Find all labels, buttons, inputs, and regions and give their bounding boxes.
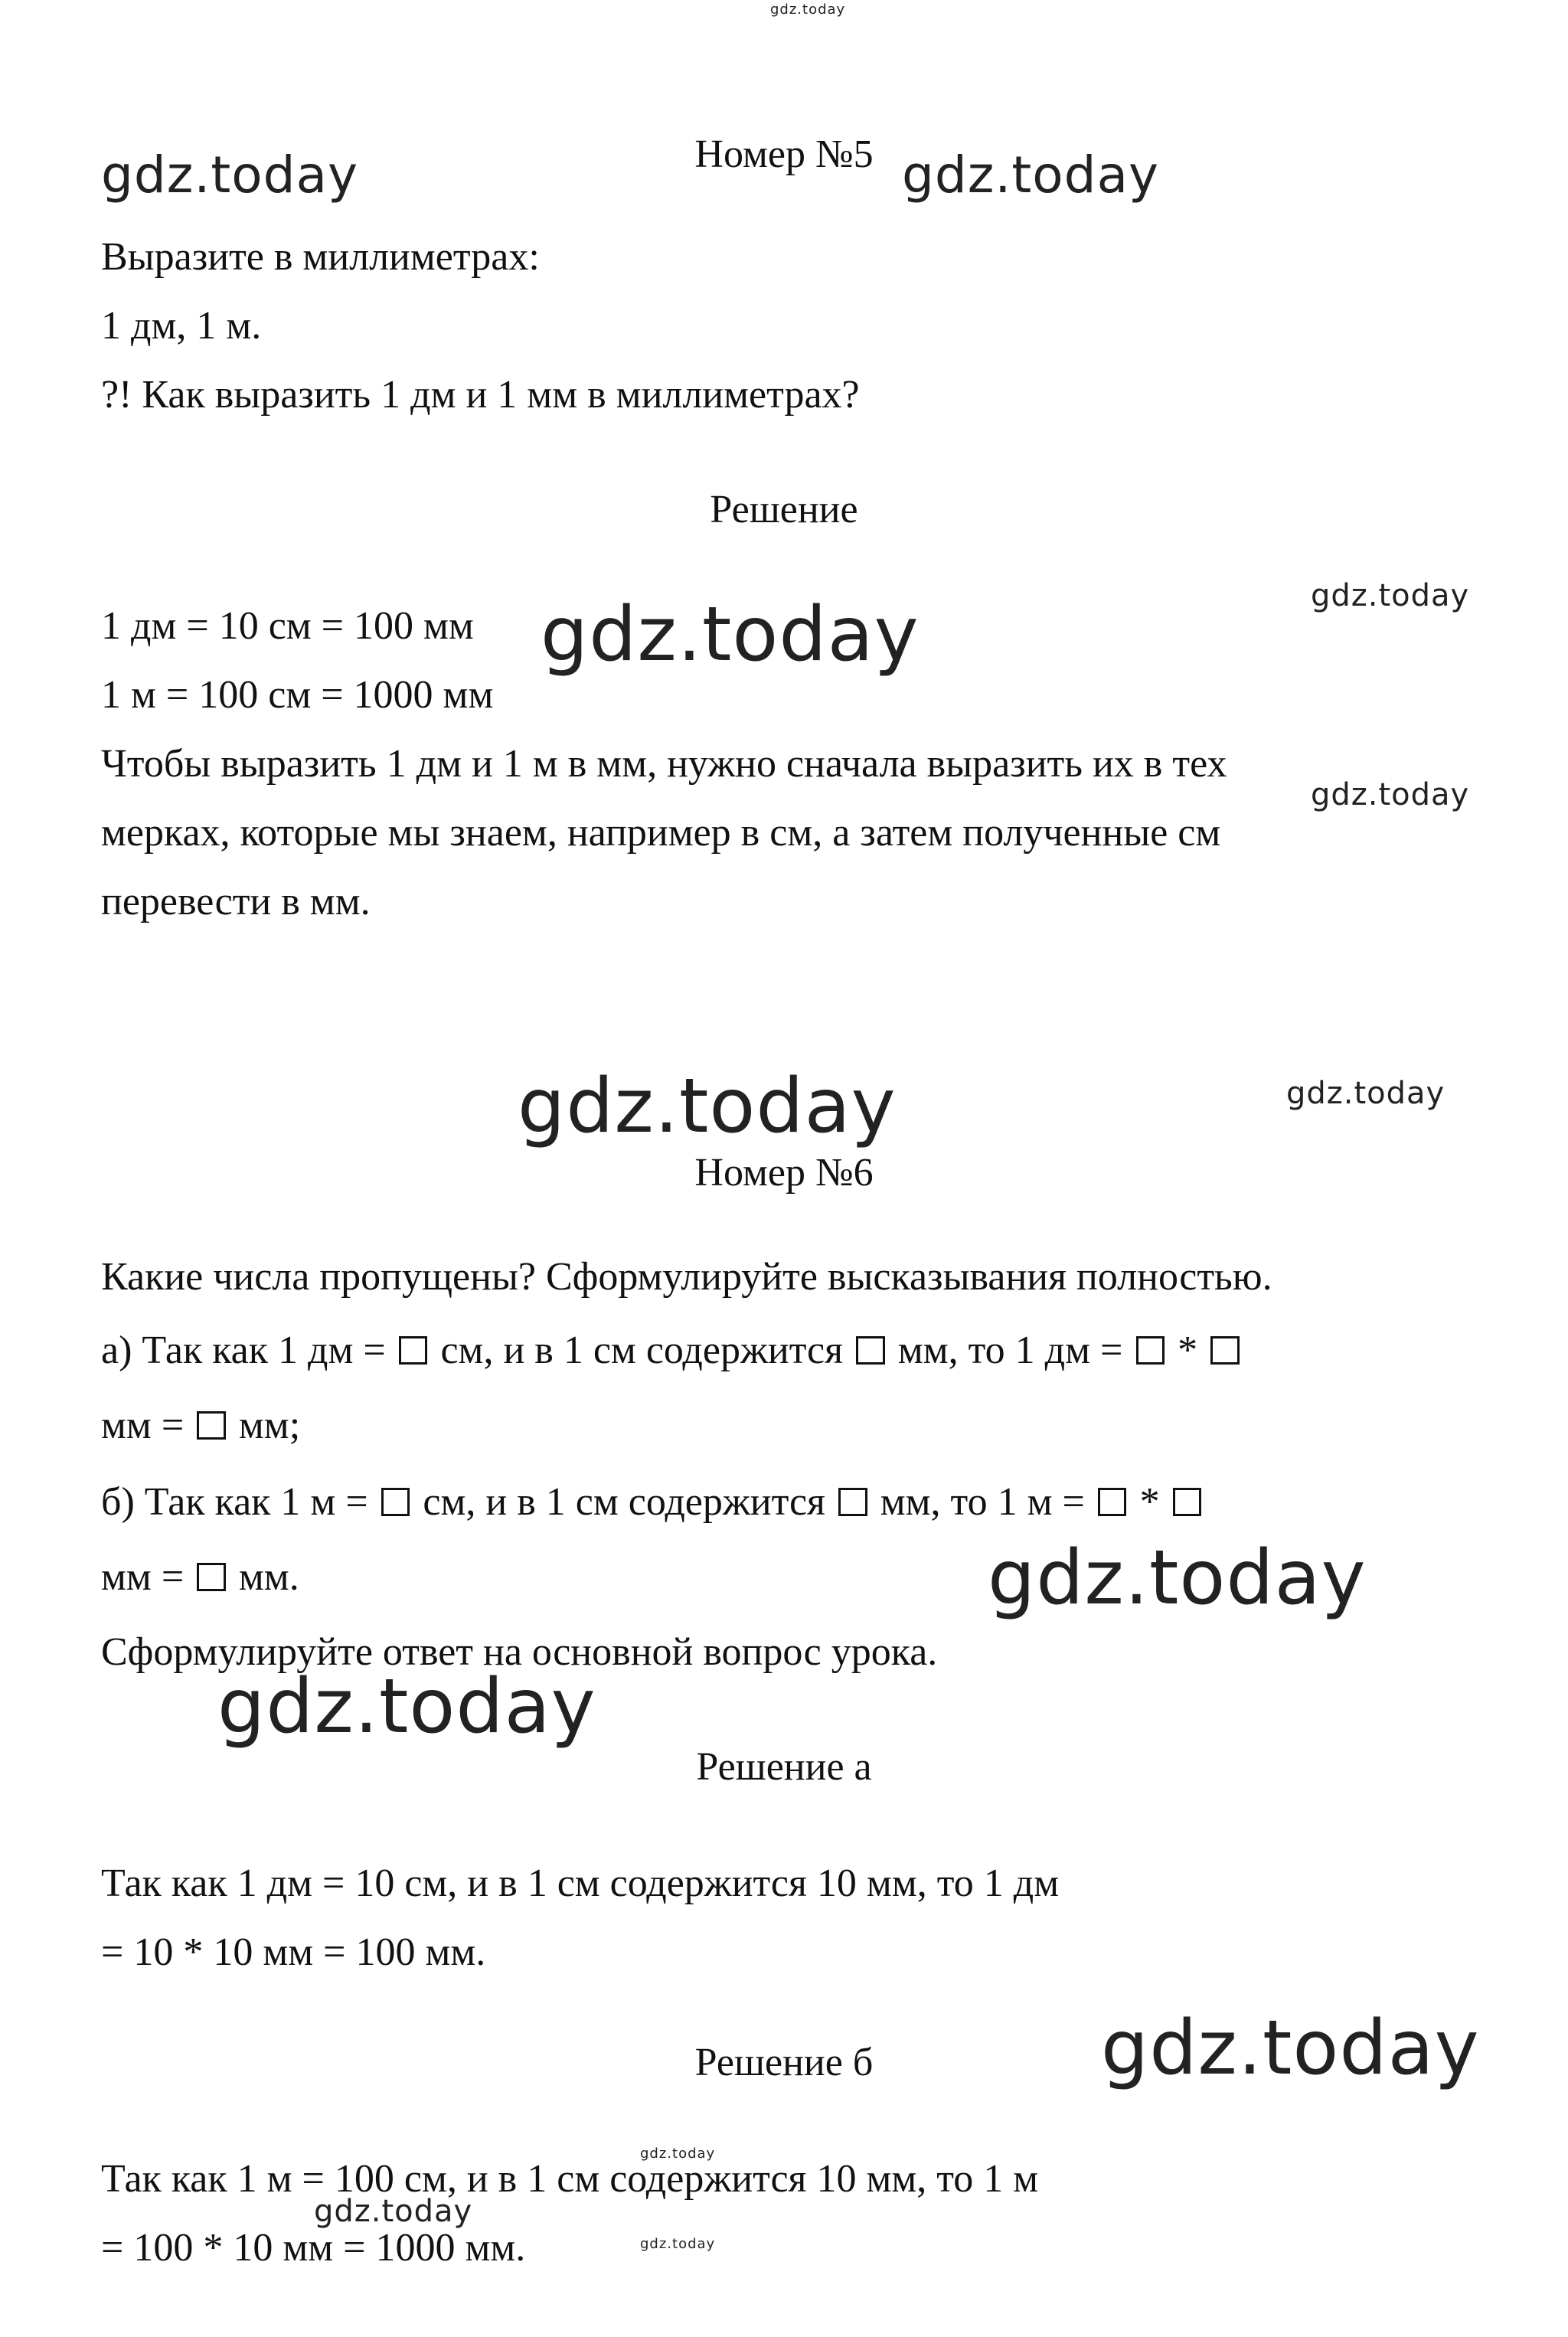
watermark-text: gdz.today [1101, 2005, 1480, 2092]
blank-box [1136, 1336, 1165, 1365]
blank-box [399, 1336, 427, 1365]
watermark-text: gdz.today [902, 145, 1160, 204]
task5-solution-heading: Решение [710, 488, 858, 531]
task5-solution-line: 1 дм = 10 см = 100 мм [101, 604, 474, 648]
watermark-text: gdz.today [1311, 777, 1470, 812]
blank-box [197, 1563, 225, 1591]
text-part: б) Так как 1 м = [101, 1480, 378, 1524]
task6-solution-a-heading: Решение а [696, 1745, 872, 1789]
task6-solution-b-heading: Решение б [694, 2041, 874, 2084]
text-part: мм = [101, 1555, 194, 1599]
watermark-text: gdz.today [541, 591, 920, 678]
task6-item-a-line1 [101, 1328, 1243, 1374]
watermark-text: gdz.today [518, 1063, 897, 1150]
task5-solution-line: мерках, которые мы знаем, например в см, а затем полученные см [101, 811, 1221, 855]
task6-solution-a-line: = 10 * 10 мм = 100 мм. [101, 1930, 486, 1974]
task5-solution-line: 1 м = 100 см = 1000 мм [101, 673, 494, 717]
text-part: а) Так как 1 дм = [101, 1329, 396, 1372]
task6-intro: Какие числа пропущены? Сформулируйте высказывания полностью. [101, 1255, 1272, 1299]
text-part: мм = [101, 1404, 194, 1447]
watermark-text: gdz.today [217, 1663, 596, 1750]
blank-box [838, 1488, 867, 1516]
blank-box [381, 1488, 410, 1516]
watermark-text: gdz.today [1311, 578, 1470, 613]
blank-box [1210, 1336, 1239, 1365]
task6-solution-b-line: Так как 1 м = 100 см, и в 1 см содержится 10 мм, то 1 м [101, 2157, 1039, 2201]
task6-heading: Номер №6 [694, 1151, 874, 1195]
watermark-text: gdz.today [770, 2, 846, 18]
text-part: * [1129, 1480, 1170, 1524]
task6-item-a-line2 [101, 1403, 300, 1449]
task5-question-line: Выразите в миллиметрах: [101, 235, 540, 279]
task6-final-question: Сформулируйте ответ на основной вопрос урока. [101, 1630, 938, 1674]
blank-box [1098, 1488, 1126, 1516]
task5-solution-line: перевести в мм. [101, 880, 371, 923]
text-part: мм; [228, 1404, 301, 1447]
task6-solution-a-line: Так как 1 дм = 10 см, и в 1 см содержится 10 мм, то 1 дм [101, 1861, 1060, 1905]
blank-box [856, 1336, 884, 1365]
watermark-text: gdz.today [101, 145, 359, 204]
text-part: мм, то 1 дм = [887, 1329, 1133, 1372]
text-part: мм, то 1 м = [870, 1480, 1095, 1524]
text-part: мм. [228, 1555, 299, 1599]
watermark-text: gdz.today [640, 2236, 716, 2252]
task6-solution-b-line: = 100 * 10 мм = 1000 мм. [101, 2226, 526, 2270]
text-part: см, и в 1 см содержится [413, 1480, 835, 1524]
text-part: см, и в 1 см содержится [430, 1329, 854, 1372]
watermark-text: gdz.today [988, 1535, 1367, 1622]
text-part: * [1168, 1329, 1208, 1372]
blank-box [1173, 1488, 1201, 1516]
task5-question-line: ?! Как выразить 1 дм и 1 мм в миллиметрах? [101, 373, 860, 417]
watermark-text: gdz.today [1286, 1076, 1446, 1111]
blank-box [197, 1411, 225, 1440]
task5-question-line: 1 дм, 1 м. [101, 304, 262, 348]
task6-item-b-line2 [101, 1554, 299, 1600]
watermark-text: gdz.today [640, 2146, 716, 2162]
task6-item-b-line1 [101, 1479, 1204, 1525]
watermark-text: gdz.today [314, 2194, 473, 2229]
task5-heading: Номер №5 [694, 132, 874, 176]
task5-solution-line: Чтобы выразить 1 дм и 1 м в мм, нужно сначала выразить их в тех [101, 742, 1227, 786]
